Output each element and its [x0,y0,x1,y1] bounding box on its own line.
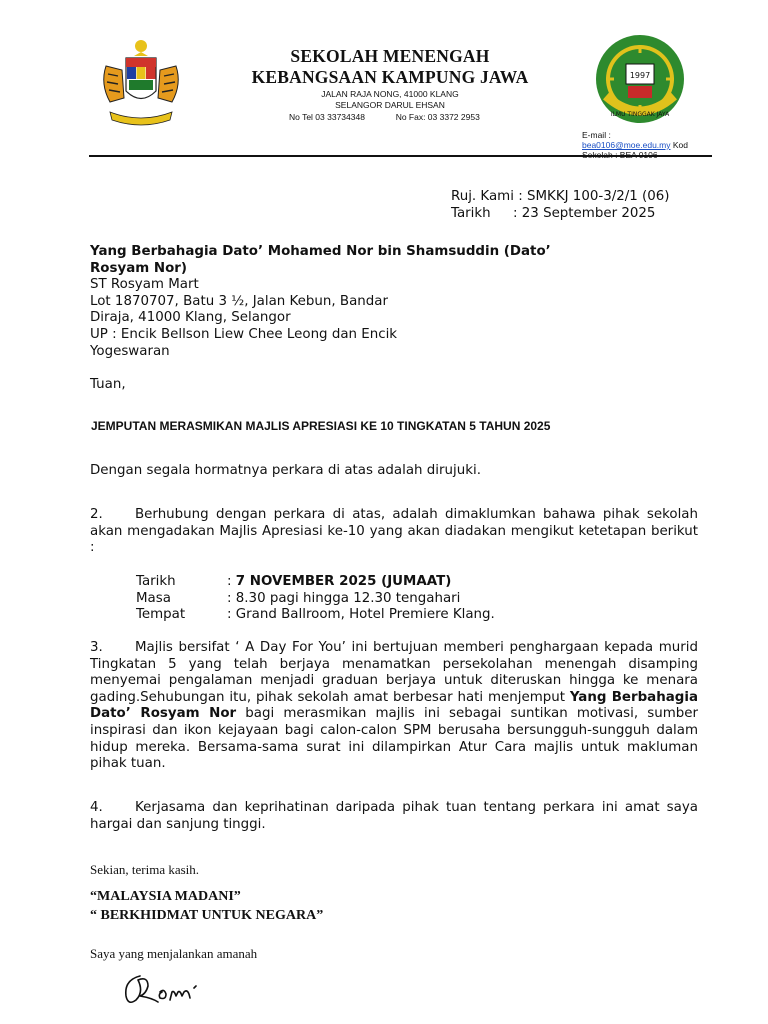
contact-line [289,112,480,122]
seal-motto: ILMU TINGGAK JAYA [610,111,670,118]
date-value: : 23 September 2025 [513,205,656,221]
signature [118,966,218,1010]
paragraph-2-text: Berhubung dengan perkara di atas, adalah dimaklumkan bahawa pihak sekolah akan mengadakan Majlis Apresiasi ke-10 yang akan diadakan mengikut ketetapan berikut : [90,507,698,556]
recipient-line: Lot 1870707, Batu 3 ½, Jalan Kebun, Bandar [90,293,388,309]
detail-date-value: 7 NOVEMBER 2025 (JUMAAT) [235,574,452,589]
paragraph-2-number: 2. [90,507,103,522]
school-name-line1: SEKOLAH MENENGAH [290,46,490,66]
detail-time-value: 8.30 pagi hingga 12.30 tengahari [235,590,461,606]
paragraph-2 [90,507,698,557]
paragraph-4 [90,800,698,833]
salutation: Tuan, [90,377,126,392]
fax-number: No Fax: 03 3372 2953 [395,112,480,122]
paragraph-3-text-b: bagi merasmikan majlis ini sebagai suntikan motivasi, sumber inspirasi dan ikon kejayaan bagi calon-calon SPM berusaha bersungguh-sungguh dalam hidup mereka. Bersama-sama surat ini dilampirkan Atur Cara majlis untuk makluman pihak tuan. [90,706,699,772]
detail-venue-label: Tempat [136,607,186,623]
motto-line1: “MALAYSIA MADANI” [90,889,241,904]
ruj-value: : SMKKJ 100-3/2/1 (06) [518,189,670,204]
recipient-line: Diraja, 41000 Klang, Selangor [90,310,291,326]
paragraph-4-number: 4. [90,800,103,815]
telephone-number: No Tel 03 33734348 [289,112,365,122]
code-label: Kod [670,140,688,150]
email-label: E-mail : [582,130,611,140]
letterhead-divider [89,155,712,157]
motto-line2: “ BERKHIDMAT UNTUK NEGARA” [90,908,324,923]
closing-thanks: Sekian, terima kasih. [90,862,200,877]
school-seal-logo [592,34,688,124]
paragraph-3-honoree: Yang Berbahagia Dato’ Rosyam Nor [90,689,698,722]
date-label: Tarikh [451,205,491,221]
detail-date-label: Tarikh [136,574,176,589]
paragraph-3-text-a: Majlis bersifat ‘ A Day For You’ ini bertujuan memberi penghargaan kepada murid Tingkatan 5 yang telah berjaya menamatkan persekolahan menengah disamping menyemai pengalaman menjadi graduan berjaya untuk diteruskan hingga ke menara gading.Sehubungan itu, pihak sekolah amat berbesar hati menjemput [90,640,698,705]
recipient-line: UP : Encik Bellson Liew Chee Leong dan Encik [90,326,398,342]
detail-venue-value: Grand Ballroom, Hotel Premiere Klang. [235,607,495,623]
recipient-name-line2: Rosyam Nor) [90,260,187,276]
paragraph-3-number: 3. [90,640,103,655]
recipient-line: ST Rosyam Mart [90,277,199,293]
email-link[interactable]: bea0106@moe.edu.my [582,140,671,150]
event-details: Tarikh : 7 NOVEMBER 2025 (JUMAAT) Masa : 8.30 pagi hingga 12.30 tengahari Tempat : Grand Ballroom, Hotel Premiere Klang. [136,574,495,623]
subject-heading: JEMPUTAN MERASMIKAN MAJLIS APRESIASI KE 10 TINGKATAN 5 TAHUN 2025 [91,419,551,433]
coat-of-arms-logo [96,36,186,132]
seal-year: 1997 [629,71,651,80]
detail-time-label: Masa [136,590,171,606]
recipient-block [90,244,551,360]
recipient-name-line1: Yang Berbahagia Dato’ Mohamed Nor bin Shamsuddin (Dato’ [90,244,551,259]
school-name-line2: KEBANGSAAN KAMPUNG JAWA [251,67,529,87]
paragraph-3 [90,640,698,773]
school-address-line2: SELANGOR DARUL EHSAN [335,100,445,110]
ruj-label: Ruj. Kami [451,189,514,204]
intro-paragraph: Dengan segala hormatnya perkara di atas adalah dirujuki. [90,463,481,478]
trust-line: Saya yang menjalankan amanah [90,946,258,961]
paragraph-4-text: Kerjasama dan keprihatinan daripada pihak tuan tentang perkara ini amat saya hargai dan sanjung tinggi. [90,800,698,832]
recipient-line: Yogeswaran [90,343,170,359]
reference-block [451,189,670,222]
school-address-line1: JALAN RAJA NONG, 41000 KLANG [321,89,459,99]
